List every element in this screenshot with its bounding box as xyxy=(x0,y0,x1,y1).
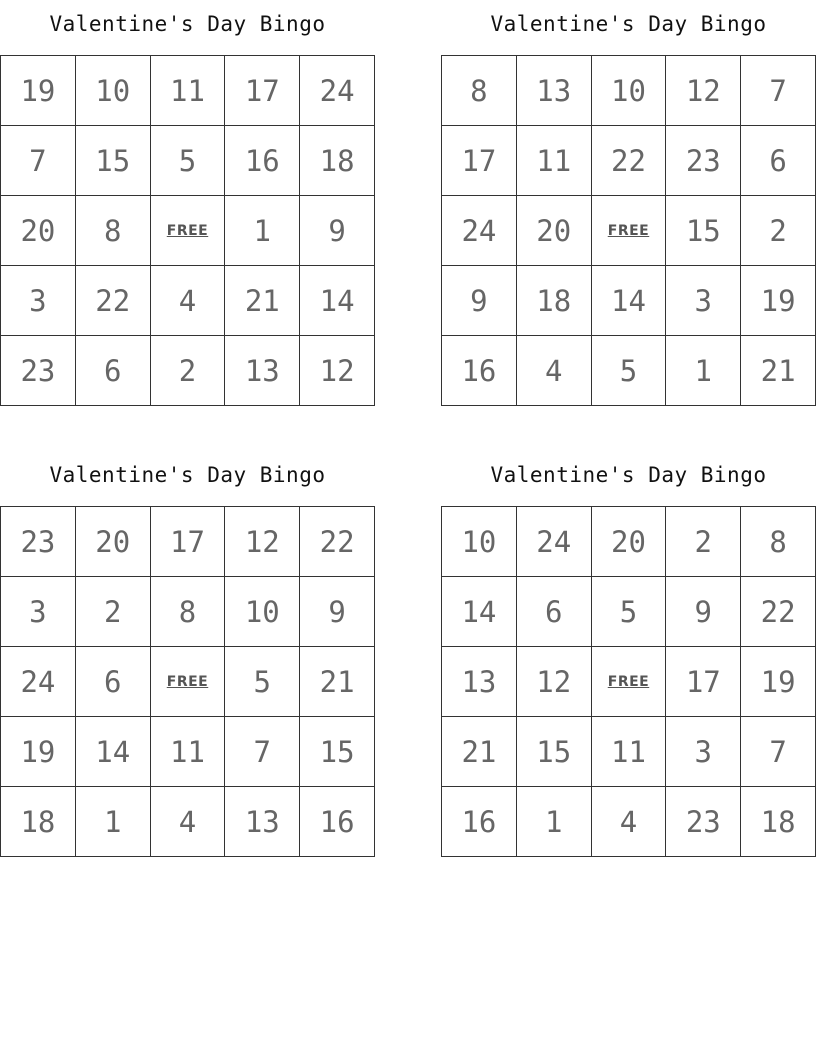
bingo-cell: 16 xyxy=(442,336,517,406)
bingo-cell: 3 xyxy=(1,266,76,336)
bingo-cell: 20 xyxy=(517,196,592,266)
card-title: Valentine's Day Bingo xyxy=(49,12,326,36)
bingo-cell: 23 xyxy=(666,787,741,857)
bingo-cell: 5 xyxy=(151,126,226,196)
bingo-grid xyxy=(441,506,816,857)
bingo-cell: 16 xyxy=(225,126,300,196)
bingo-cell: 22 xyxy=(592,126,667,196)
bingo-cell: 22 xyxy=(76,266,151,336)
bingo-cell: 21 xyxy=(741,336,816,406)
bingo-cell: 3 xyxy=(666,717,741,787)
bingo-cell: 14 xyxy=(592,266,667,336)
bingo-cell: 6 xyxy=(741,126,816,196)
bingo-cell: 5 xyxy=(225,647,300,717)
bingo-cell: 14 xyxy=(76,717,151,787)
bingo-cell: 1 xyxy=(225,196,300,266)
bingo-cell: 17 xyxy=(442,126,517,196)
bingo-cell: 5 xyxy=(592,577,667,647)
bingo-cell: 1 xyxy=(517,787,592,857)
bingo-cell: 10 xyxy=(592,56,667,126)
bingo-cell: 2 xyxy=(151,336,226,406)
free-space-cell: FREE xyxy=(592,647,667,717)
bingo-cell: 12 xyxy=(666,56,741,126)
bingo-cell: 9 xyxy=(300,577,375,647)
bingo-cell: 11 xyxy=(151,56,226,126)
card-title: Valentine's Day Bingo xyxy=(490,463,767,487)
bingo-grid xyxy=(441,55,816,406)
bingo-cell: 24 xyxy=(300,56,375,126)
bingo-cell: 23 xyxy=(1,507,76,577)
bingo-cell: 6 xyxy=(517,577,592,647)
bingo-cell: 20 xyxy=(1,196,76,266)
bingo-cell: 10 xyxy=(76,56,151,126)
bingo-cell: 23 xyxy=(666,126,741,196)
bingo-cell: 24 xyxy=(517,507,592,577)
bingo-cell: 17 xyxy=(666,647,741,717)
free-space-cell: FREE xyxy=(151,196,226,266)
bingo-cell: 17 xyxy=(151,507,226,577)
bingo-cell: 14 xyxy=(300,266,375,336)
bingo-cell: 15 xyxy=(300,717,375,787)
bingo-grid xyxy=(0,506,375,857)
bingo-cell: 2 xyxy=(666,507,741,577)
bingo-cell: 24 xyxy=(1,647,76,717)
bingo-cell: 9 xyxy=(442,266,517,336)
bingo-cell: 10 xyxy=(442,507,517,577)
bingo-cell: 9 xyxy=(300,196,375,266)
bingo-cell: 22 xyxy=(741,577,816,647)
free-space-cell: FREE xyxy=(592,196,667,266)
bingo-cell: 21 xyxy=(225,266,300,336)
bingo-cell: 4 xyxy=(151,266,226,336)
bingo-cell: 8 xyxy=(741,507,816,577)
bingo-cell: 18 xyxy=(741,787,816,857)
bingo-cell: 13 xyxy=(225,336,300,406)
bingo-cell: 4 xyxy=(517,336,592,406)
bingo-cell: 1 xyxy=(76,787,151,857)
bingo-cell: 2 xyxy=(741,196,816,266)
bingo-cell: 15 xyxy=(666,196,741,266)
bingo-cell: 24 xyxy=(442,196,517,266)
bingo-cell: 12 xyxy=(225,507,300,577)
bingo-cell: 13 xyxy=(517,56,592,126)
bingo-cell: 8 xyxy=(151,577,226,647)
bingo-cell: 20 xyxy=(592,507,667,577)
bingo-cell: 8 xyxy=(442,56,517,126)
bingo-cell: 6 xyxy=(76,336,151,406)
bingo-cell: 18 xyxy=(517,266,592,336)
bingo-grid xyxy=(0,55,375,406)
bingo-cell: 19 xyxy=(741,647,816,717)
bingo-cell: 16 xyxy=(442,787,517,857)
bingo-cell: 17 xyxy=(225,56,300,126)
bingo-cell: 11 xyxy=(517,126,592,196)
bingo-cell: 19 xyxy=(1,717,76,787)
bingo-cell: 15 xyxy=(517,717,592,787)
bingo-cell: 19 xyxy=(741,266,816,336)
bingo-cell: 8 xyxy=(76,196,151,266)
bingo-cell: 21 xyxy=(442,717,517,787)
bingo-cell: 1 xyxy=(666,336,741,406)
bingo-cell: 23 xyxy=(1,336,76,406)
bingo-cell: 16 xyxy=(300,787,375,857)
bingo-cell: 18 xyxy=(300,126,375,196)
bingo-cell: 21 xyxy=(300,647,375,717)
bingo-cell: 5 xyxy=(592,336,667,406)
bingo-cell: 13 xyxy=(442,647,517,717)
bingo-cell: 7 xyxy=(741,717,816,787)
bingo-cell: 20 xyxy=(76,507,151,577)
bingo-cell: 13 xyxy=(225,787,300,857)
card-title: Valentine's Day Bingo xyxy=(490,12,767,36)
bingo-cell: 11 xyxy=(151,717,226,787)
bingo-cell: 19 xyxy=(1,56,76,126)
bingo-cell: 12 xyxy=(517,647,592,717)
bingo-cell: 18 xyxy=(1,787,76,857)
bingo-cell: 2 xyxy=(76,577,151,647)
free-space-cell: FREE xyxy=(151,647,226,717)
bingo-cell: 10 xyxy=(225,577,300,647)
bingo-cell: 3 xyxy=(666,266,741,336)
bingo-cell: 12 xyxy=(300,336,375,406)
bingo-cell: 7 xyxy=(225,717,300,787)
bingo-cell: 3 xyxy=(1,577,76,647)
bingo-cell: 11 xyxy=(592,717,667,787)
card-title: Valentine's Day Bingo xyxy=(49,463,326,487)
bingo-cell: 22 xyxy=(300,507,375,577)
bingo-cell: 14 xyxy=(442,577,517,647)
bingo-cell: 9 xyxy=(666,577,741,647)
bingo-cell: 7 xyxy=(741,56,816,126)
bingo-cell: 6 xyxy=(76,647,151,717)
bingo-cell: 15 xyxy=(76,126,151,196)
bingo-cell: 7 xyxy=(1,126,76,196)
bingo-cell: 4 xyxy=(151,787,226,857)
bingo-cell: 4 xyxy=(592,787,667,857)
